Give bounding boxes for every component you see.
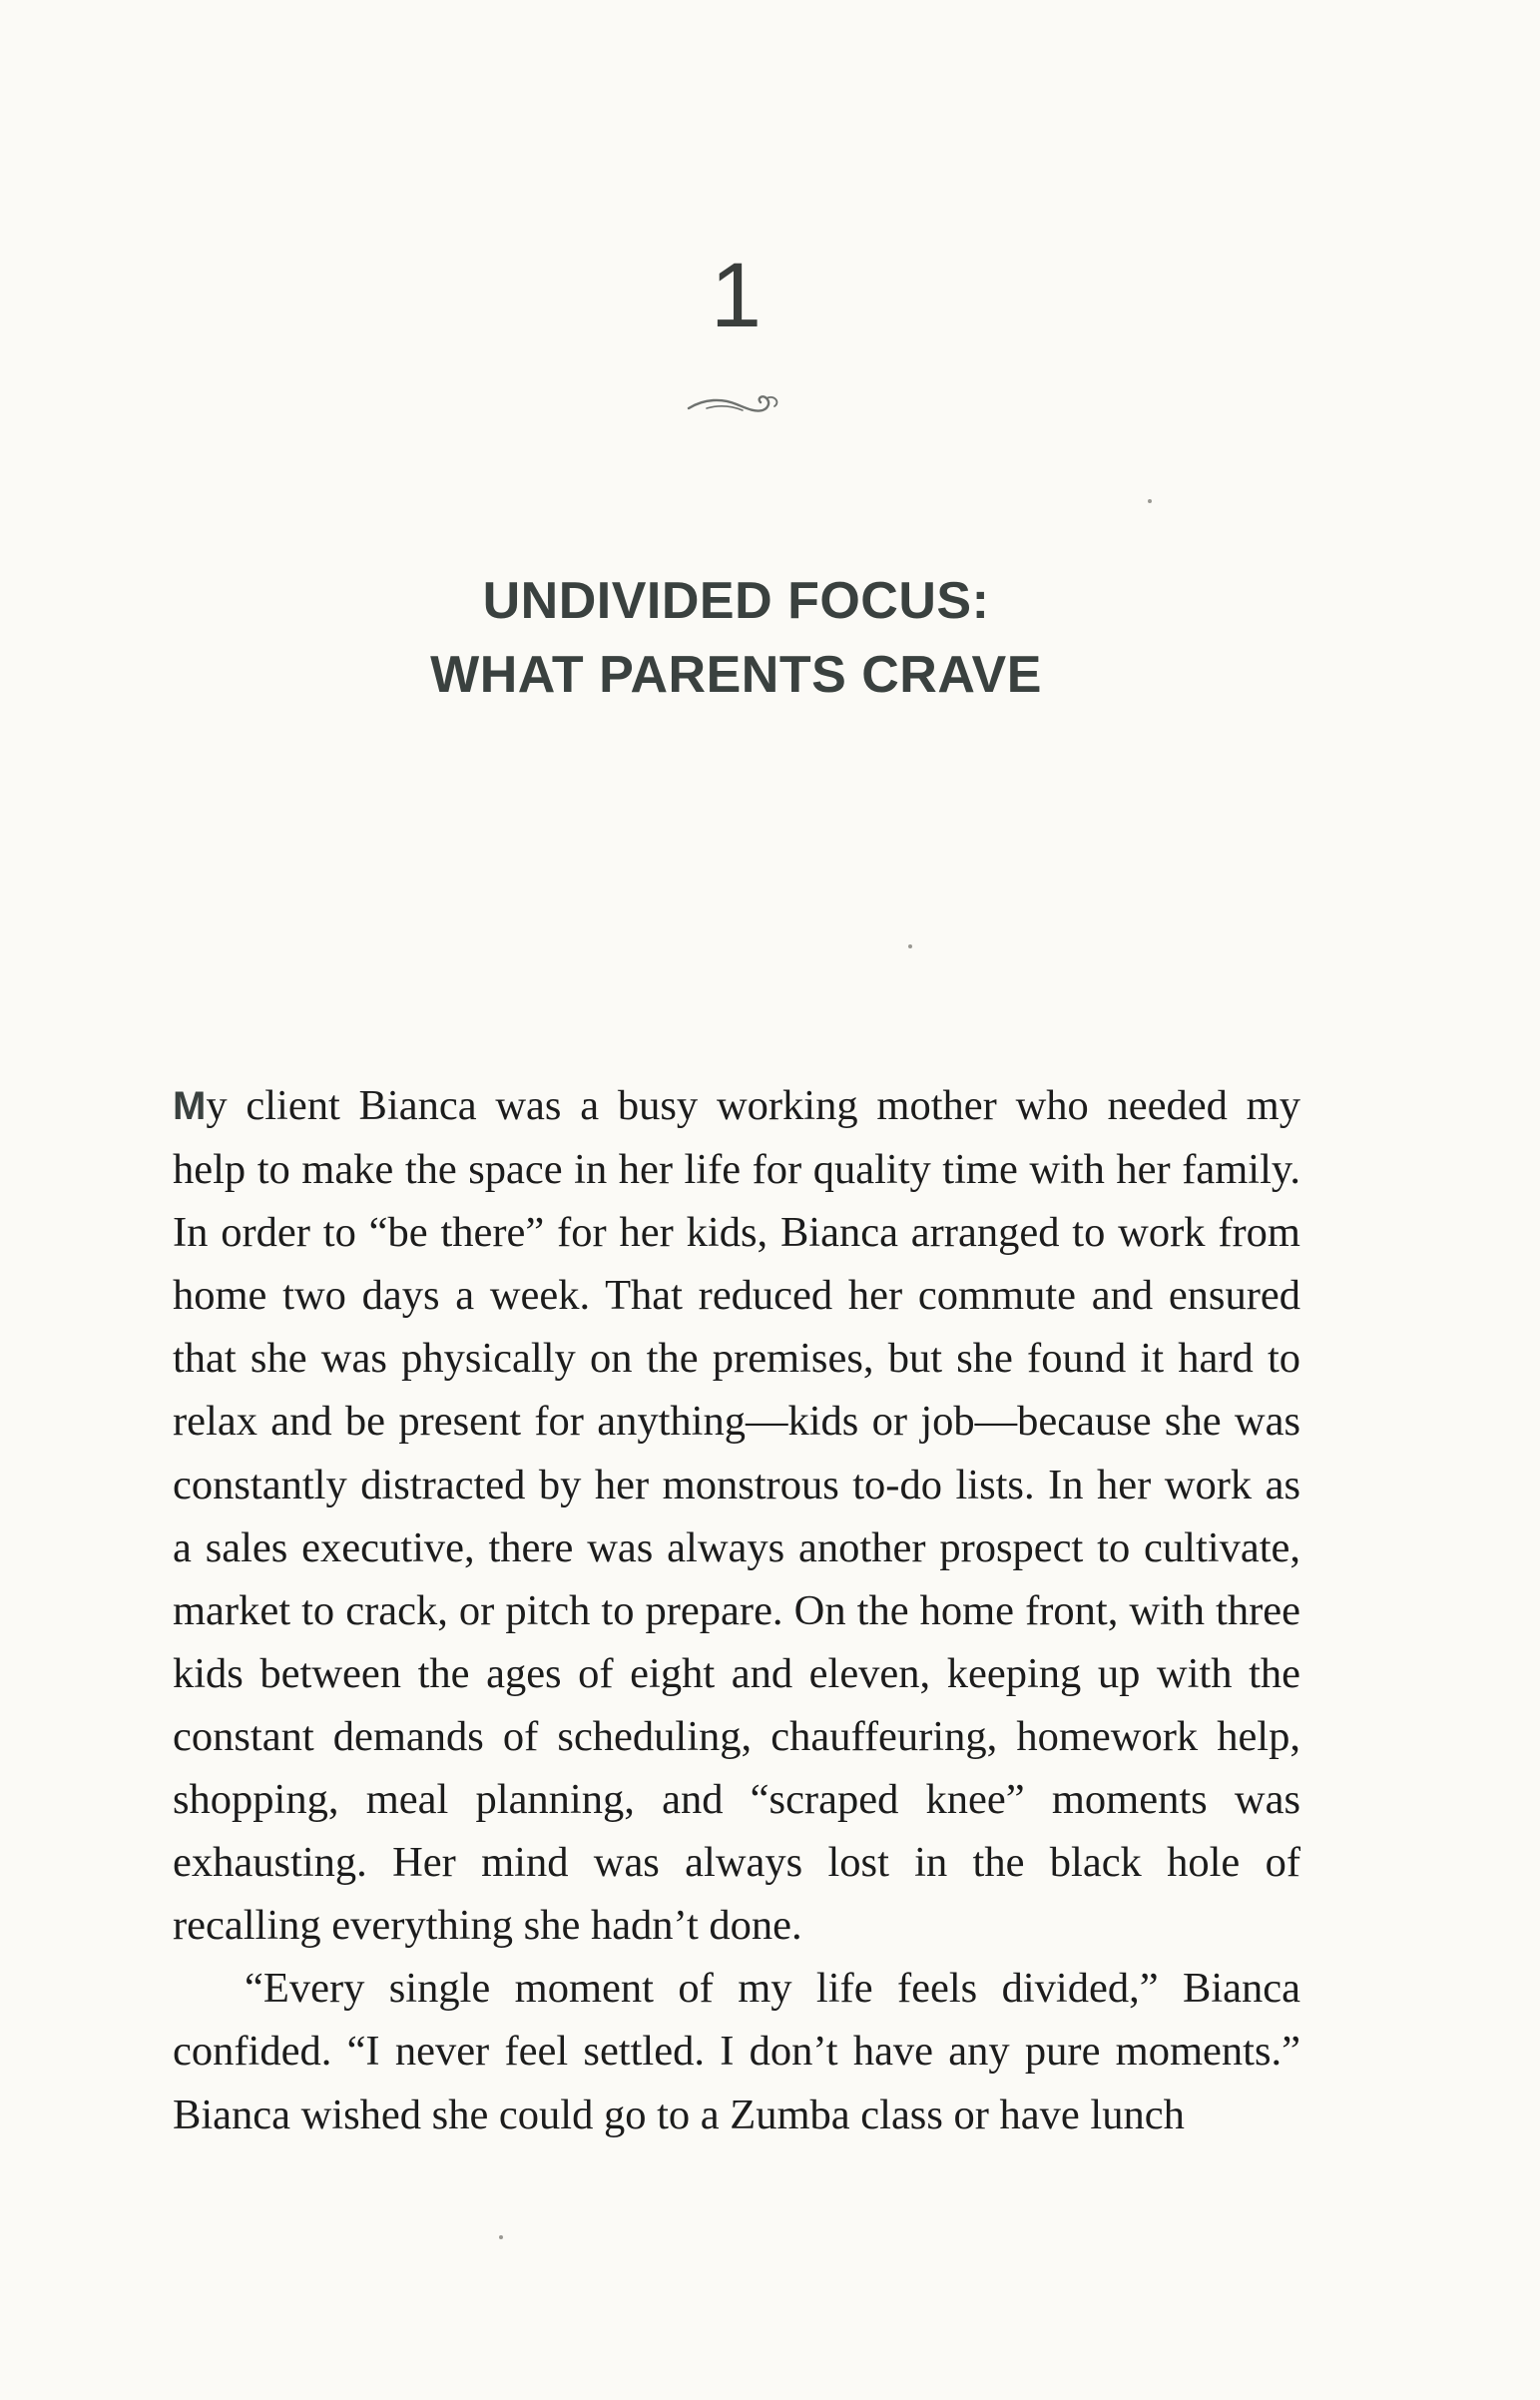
chapter-number: 1 <box>710 245 763 346</box>
paper-speck <box>1148 499 1152 503</box>
paragraph-1 <box>173 1074 1300 1957</box>
paragraph-lead-letter: M <box>173 1084 207 1128</box>
chapter-title-line-1: UNDIVIDED FOCUS: <box>482 572 990 630</box>
flourish-ornament-icon <box>685 384 796 424</box>
paper-speck <box>908 944 912 948</box>
paragraph-2: “Every single moment of my life feels divided,” Bianca confided. “I never feel settled. I don’t have any pure moments.” Bianca wished she could go to a Zumba class or have lunch <box>173 1965 1300 2138</box>
chapter-title-line-2: WHAT PARENTS CRAVE <box>430 646 1042 704</box>
paper-speck <box>499 2235 503 2239</box>
chapter-title <box>0 564 1472 712</box>
paragraph-1-text: y client Bianca was a busy working mother who needed my help to make the space in her life for quality time with her family. In order to “be there” for her kids, Bianca arranged to work from home two days a week. That reduced her commute and ensured that she was physically on the premises, but she found it hard to relax and be present for anything—kids or job—because she was constantly distracted by her monstrous to-do lists. In her work as a sales executive, there was always another prospect to cultivate, market to crack, or pitch to prepare. On the home front, with three kids between the ages of eight and eleven, keeping up with the constant demands of scheduling, chauffeuring, homework help, shopping, meal planning, and “scraped knee” moments was exhausting. Her mind was always lost in the black hole of recalling everything she hadn’t done. <box>173 1082 1300 1950</box>
body-text <box>173 1074 1300 2146</box>
